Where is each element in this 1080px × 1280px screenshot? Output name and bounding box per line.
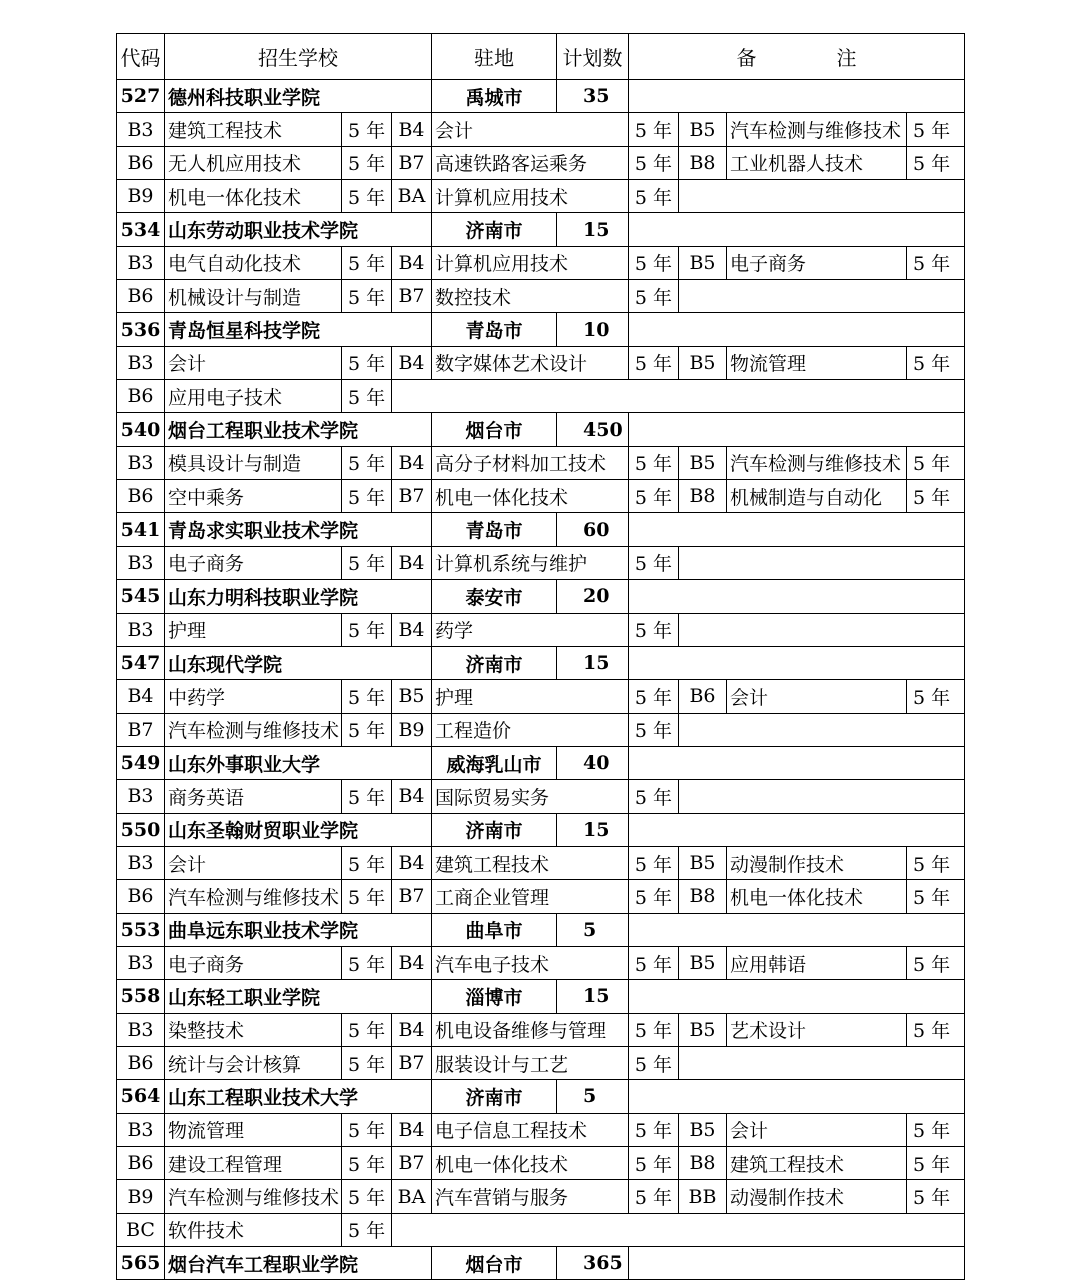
school-plan: 15 — [557, 646, 629, 679]
major-duration: 5 年 — [629, 113, 679, 146]
major-duration: 5 年 — [907, 446, 965, 479]
major-row — [117, 1013, 965, 1046]
major-name: 模具设计与制造 — [165, 446, 342, 479]
header-location: 驻地 — [432, 34, 557, 80]
major-duration: 5 年 — [629, 246, 679, 279]
major-name: 护理 — [432, 680, 629, 713]
major-code: B3 — [117, 846, 165, 879]
empty-cell — [679, 546, 965, 579]
major-name: 中药学 — [165, 680, 342, 713]
major-duration: 5 年 — [629, 480, 679, 513]
school-location: 济南市 — [432, 646, 557, 679]
major-code: BC — [117, 1213, 165, 1246]
major-code: B7 — [117, 713, 165, 746]
school-code: 547 — [117, 646, 165, 679]
major-code: B6 — [117, 380, 165, 413]
major-duration: 5 年 — [342, 680, 392, 713]
header-row — [117, 34, 965, 80]
major-code: B4 — [392, 946, 432, 979]
empty-cell — [392, 1213, 965, 1246]
school-code: 564 — [117, 1080, 165, 1113]
major-name: 建筑工程技术 — [727, 1147, 907, 1180]
school-plan: 15 — [557, 980, 629, 1013]
major-duration: 5 年 — [907, 113, 965, 146]
school-remark — [629, 813, 965, 846]
major-row — [117, 280, 965, 313]
major-duration: 5 年 — [629, 946, 679, 979]
school-remark — [629, 1247, 965, 1280]
major-row — [117, 1147, 965, 1180]
major-code: B4 — [392, 613, 432, 646]
major-duration: 5 年 — [629, 780, 679, 813]
major-row — [117, 1213, 965, 1246]
school-row — [117, 213, 965, 246]
major-code: BB — [679, 1180, 727, 1213]
major-duration: 5 年 — [907, 946, 965, 979]
school-plan: 10 — [557, 313, 629, 346]
major-code: B6 — [117, 280, 165, 313]
school-name: 烟台汽车工程职业学院 — [165, 1247, 432, 1280]
major-code: B5 — [679, 113, 727, 146]
school-row — [117, 80, 965, 113]
major-code: B6 — [117, 1147, 165, 1180]
major-name: 计算机应用技术 — [432, 180, 629, 213]
major-name: 应用电子技术 — [165, 380, 342, 413]
school-name: 山东劳动职业技术学院 — [165, 213, 432, 246]
school-plan: 20 — [557, 580, 629, 613]
major-row — [117, 180, 965, 213]
school-code: 536 — [117, 313, 165, 346]
major-duration: 5 年 — [342, 1213, 392, 1246]
major-name: 动漫制作技术 — [727, 846, 907, 879]
school-name: 德州科技职业学院 — [165, 80, 432, 113]
major-duration: 5 年 — [342, 180, 392, 213]
major-name: 工商企业管理 — [432, 880, 629, 913]
major-code: B5 — [679, 446, 727, 479]
major-code: B3 — [117, 446, 165, 479]
school-remark — [629, 213, 965, 246]
major-code: B6 — [679, 680, 727, 713]
major-duration: 5 年 — [907, 846, 965, 879]
major-name: 会计 — [432, 113, 629, 146]
school-code: 541 — [117, 513, 165, 546]
major-code: B7 — [392, 1046, 432, 1079]
major-code: B8 — [679, 1147, 727, 1180]
major-duration: 5 年 — [629, 680, 679, 713]
major-name: 电子信息工程技术 — [432, 1113, 629, 1146]
major-code: B3 — [117, 613, 165, 646]
school-row — [117, 913, 965, 946]
major-name: 高分子材料加工技术 — [432, 446, 629, 479]
major-code: B3 — [117, 1113, 165, 1146]
major-code: B8 — [679, 146, 727, 179]
school-plan: 450 — [557, 413, 629, 446]
major-code: B6 — [117, 146, 165, 179]
major-code: BA — [392, 180, 432, 213]
major-name: 汽车检测与维修技术 — [165, 1180, 342, 1213]
major-duration: 5 年 — [342, 846, 392, 879]
school-plan: 5 — [557, 913, 629, 946]
school-name: 山东工程职业技术大学 — [165, 1080, 432, 1113]
major-duration: 5 年 — [629, 1013, 679, 1046]
major-row — [117, 846, 965, 879]
major-duration: 5 年 — [342, 713, 392, 746]
school-location: 威海乳山市 — [432, 746, 557, 779]
school-location: 曲阜市 — [432, 913, 557, 946]
major-duration: 5 年 — [907, 346, 965, 379]
major-name: 汽车营销与服务 — [432, 1180, 629, 1213]
major-row — [117, 1046, 965, 1079]
major-name: 会计 — [727, 1113, 907, 1146]
major-row — [117, 613, 965, 646]
major-row — [117, 1180, 965, 1213]
major-code: B5 — [679, 1013, 727, 1046]
school-plan: 5 — [557, 1080, 629, 1113]
major-row — [117, 546, 965, 579]
major-name: 机电一体化技术 — [727, 880, 907, 913]
school-location: 烟台市 — [432, 413, 557, 446]
major-name: 会计 — [165, 846, 342, 879]
major-code: B4 — [392, 113, 432, 146]
header-plan: 计划数 — [557, 34, 629, 80]
major-duration: 5 年 — [629, 713, 679, 746]
major-duration: 5 年 — [629, 613, 679, 646]
major-duration: 5 年 — [342, 1013, 392, 1046]
major-code: B7 — [392, 1147, 432, 1180]
major-code: B6 — [117, 480, 165, 513]
major-duration: 5 年 — [342, 280, 392, 313]
school-remark — [629, 513, 965, 546]
school-remark — [629, 413, 965, 446]
header-code: 代码 — [117, 34, 165, 80]
major-row — [117, 1113, 965, 1146]
major-code: B3 — [117, 780, 165, 813]
empty-cell — [679, 780, 965, 813]
major-name: 物流管理 — [165, 1113, 342, 1146]
school-name: 山东圣翰财贸职业学院 — [165, 813, 432, 846]
major-duration: 5 年 — [907, 680, 965, 713]
major-row — [117, 346, 965, 379]
major-duration: 5 年 — [629, 1147, 679, 1180]
major-name: 工业机器人技术 — [727, 146, 907, 179]
school-row — [117, 980, 965, 1013]
major-code: B5 — [679, 346, 727, 379]
school-code: 550 — [117, 813, 165, 846]
major-name: 电子商务 — [165, 546, 342, 579]
major-name: 空中乘务 — [165, 480, 342, 513]
school-row — [117, 746, 965, 779]
major-code: B7 — [392, 480, 432, 513]
major-name: 机电一体化技术 — [432, 1147, 629, 1180]
major-duration: 5 年 — [342, 613, 392, 646]
major-name: 建筑工程技术 — [165, 113, 342, 146]
school-row — [117, 1247, 965, 1280]
school-row — [117, 513, 965, 546]
major-code: B4 — [392, 1113, 432, 1146]
major-code: B8 — [679, 880, 727, 913]
school-plan: 60 — [557, 513, 629, 546]
major-duration: 5 年 — [629, 846, 679, 879]
school-remark — [629, 646, 965, 679]
school-row — [117, 813, 965, 846]
school-code: 540 — [117, 413, 165, 446]
major-duration: 5 年 — [629, 546, 679, 579]
school-row — [117, 1080, 965, 1113]
school-location: 烟台市 — [432, 1247, 557, 1280]
empty-cell — [679, 1046, 965, 1079]
major-code: B8 — [679, 480, 727, 513]
school-name: 曲阜远东职业技术学院 — [165, 913, 432, 946]
major-duration: 5 年 — [629, 346, 679, 379]
major-row — [117, 946, 965, 979]
major-duration: 5 年 — [907, 1180, 965, 1213]
major-name: 电子商务 — [727, 246, 907, 279]
major-code: B7 — [392, 146, 432, 179]
major-duration: 5 年 — [342, 1046, 392, 1079]
school-plan: 365 — [557, 1247, 629, 1280]
major-name: 机械制造与自动化 — [727, 480, 907, 513]
school-row — [117, 580, 965, 613]
school-remark — [629, 1080, 965, 1113]
header-school: 招生学校 — [165, 34, 432, 80]
major-name: 汽车检测与维修技术 — [165, 880, 342, 913]
major-duration: 5 年 — [629, 1113, 679, 1146]
major-name: 计算机应用技术 — [432, 246, 629, 279]
major-code: B5 — [679, 1113, 727, 1146]
school-name: 青岛恒星科技学院 — [165, 313, 432, 346]
major-code: B6 — [117, 880, 165, 913]
major-duration: 5 年 — [342, 946, 392, 979]
school-remark — [629, 746, 965, 779]
major-duration: 5 年 — [342, 880, 392, 913]
major-duration: 5 年 — [342, 146, 392, 179]
empty-cell — [392, 380, 965, 413]
school-plan: 40 — [557, 746, 629, 779]
empty-cell — [679, 613, 965, 646]
major-name: 染整技术 — [165, 1013, 342, 1046]
major-name: 机电一体化技术 — [165, 180, 342, 213]
school-code: 558 — [117, 980, 165, 1013]
school-location: 济南市 — [432, 213, 557, 246]
major-row — [117, 713, 965, 746]
school-code: 553 — [117, 913, 165, 946]
major-name: 机械设计与制造 — [165, 280, 342, 313]
school-plan: 35 — [557, 80, 629, 113]
major-duration: 5 年 — [907, 146, 965, 179]
school-remark — [629, 313, 965, 346]
school-code: 549 — [117, 746, 165, 779]
school-row — [117, 313, 965, 346]
major-duration: 5 年 — [907, 1147, 965, 1180]
school-location: 青岛市 — [432, 513, 557, 546]
major-code: B5 — [392, 680, 432, 713]
school-remark — [629, 980, 965, 1013]
major-duration: 5 年 — [629, 180, 679, 213]
school-location: 禹城市 — [432, 80, 557, 113]
major-name: 汽车检测与维修技术 — [727, 113, 907, 146]
major-duration: 5 年 — [342, 1147, 392, 1180]
major-row — [117, 480, 965, 513]
school-code: 545 — [117, 580, 165, 613]
major-code: B3 — [117, 113, 165, 146]
school-code: 534 — [117, 213, 165, 246]
major-name: 计算机系统与维护 — [432, 546, 629, 579]
major-row — [117, 680, 965, 713]
major-code: B9 — [117, 180, 165, 213]
school-location: 泰安市 — [432, 580, 557, 613]
major-name: 数控技术 — [432, 280, 629, 313]
header-remark-left: 备 — [736, 46, 757, 70]
school-name: 山东轻工职业学院 — [165, 980, 432, 1013]
school-location: 淄博市 — [432, 980, 557, 1013]
major-name: 服装设计与工艺 — [432, 1046, 629, 1079]
school-location: 青岛市 — [432, 313, 557, 346]
major-duration: 5 年 — [629, 146, 679, 179]
major-duration: 5 年 — [342, 346, 392, 379]
major-duration: 5 年 — [342, 380, 392, 413]
major-name: 无人机应用技术 — [165, 146, 342, 179]
major-code: B5 — [679, 946, 727, 979]
major-row — [117, 380, 965, 413]
major-name: 动漫制作技术 — [727, 1180, 907, 1213]
major-row — [117, 446, 965, 479]
header-remark — [629, 34, 965, 80]
major-code: B5 — [679, 246, 727, 279]
major-name: 护理 — [165, 613, 342, 646]
school-code: 565 — [117, 1247, 165, 1280]
major-name: 应用韩语 — [727, 946, 907, 979]
major-duration: 5 年 — [629, 1046, 679, 1079]
school-row — [117, 646, 965, 679]
major-code: B7 — [392, 880, 432, 913]
school-code: 527 — [117, 80, 165, 113]
major-code: BA — [392, 1180, 432, 1213]
major-code: B4 — [392, 780, 432, 813]
major-duration: 5 年 — [907, 246, 965, 279]
major-code: B3 — [117, 246, 165, 279]
major-code: B3 — [117, 1013, 165, 1046]
major-code: B4 — [117, 680, 165, 713]
major-code: B6 — [117, 1046, 165, 1079]
major-duration: 5 年 — [907, 880, 965, 913]
major-code: B3 — [117, 546, 165, 579]
major-name: 机电设备维修与管理 — [432, 1013, 629, 1046]
major-code: B4 — [392, 446, 432, 479]
major-code: B5 — [679, 846, 727, 879]
major-duration: 5 年 — [342, 446, 392, 479]
major-name: 商务英语 — [165, 780, 342, 813]
school-remark — [629, 913, 965, 946]
major-duration: 5 年 — [629, 1180, 679, 1213]
major-row — [117, 780, 965, 813]
major-duration: 5 年 — [907, 480, 965, 513]
school-name: 山东力明科技职业学院 — [165, 580, 432, 613]
major-duration: 5 年 — [629, 446, 679, 479]
school-location: 济南市 — [432, 1080, 557, 1113]
school-plan: 15 — [557, 213, 629, 246]
empty-cell — [679, 713, 965, 746]
major-name: 会计 — [727, 680, 907, 713]
major-name: 药学 — [432, 613, 629, 646]
major-code: B9 — [117, 1180, 165, 1213]
major-code: B4 — [392, 846, 432, 879]
major-code: B7 — [392, 280, 432, 313]
major-duration: 5 年 — [629, 880, 679, 913]
major-name: 艺术设计 — [727, 1013, 907, 1046]
major-name: 汽车检测与维修技术 — [165, 713, 342, 746]
major-row — [117, 146, 965, 179]
major-duration: 5 年 — [342, 546, 392, 579]
major-duration: 5 年 — [629, 280, 679, 313]
major-name: 高速铁路客运乘务 — [432, 146, 629, 179]
major-row — [117, 880, 965, 913]
major-name: 国际贸易实务 — [432, 780, 629, 813]
major-name: 汽车电子技术 — [432, 946, 629, 979]
major-name: 汽车检测与维修技术 — [727, 446, 907, 479]
school-name: 山东外事职业大学 — [165, 746, 432, 779]
school-name: 烟台工程职业技术学院 — [165, 413, 432, 446]
major-code: B4 — [392, 346, 432, 379]
major-duration: 5 年 — [342, 780, 392, 813]
empty-cell — [679, 180, 965, 213]
school-name: 山东现代学院 — [165, 646, 432, 679]
major-name: 物流管理 — [727, 346, 907, 379]
school-plan: 15 — [557, 813, 629, 846]
major-name: 建筑工程技术 — [432, 846, 629, 879]
major-name: 机电一体化技术 — [432, 480, 629, 513]
major-duration: 5 年 — [907, 1113, 965, 1146]
school-row — [117, 413, 965, 446]
empty-cell — [679, 280, 965, 313]
major-code: B3 — [117, 946, 165, 979]
major-name: 建设工程管理 — [165, 1147, 342, 1180]
school-name: 青岛求实职业技术学院 — [165, 513, 432, 546]
major-name: 会计 — [165, 346, 342, 379]
school-location: 济南市 — [432, 813, 557, 846]
major-name: 软件技术 — [165, 1213, 342, 1246]
school-remark — [629, 580, 965, 613]
major-name: 统计与会计核算 — [165, 1046, 342, 1079]
major-code: B4 — [392, 1013, 432, 1046]
major-duration: 5 年 — [907, 1013, 965, 1046]
major-name: 电子商务 — [165, 946, 342, 979]
major-duration: 5 年 — [342, 246, 392, 279]
major-row — [117, 246, 965, 279]
major-duration: 5 年 — [342, 480, 392, 513]
school-remark — [629, 80, 965, 113]
major-code: B9 — [392, 713, 432, 746]
major-code: B3 — [117, 346, 165, 379]
major-name: 电气自动化技术 — [165, 246, 342, 279]
enrollment-table — [116, 33, 965, 1280]
major-name: 数字媒体艺术设计 — [432, 346, 629, 379]
major-name: 工程造价 — [432, 713, 629, 746]
major-duration: 5 年 — [342, 1180, 392, 1213]
major-duration: 5 年 — [342, 1113, 392, 1146]
major-duration: 5 年 — [342, 113, 392, 146]
major-row — [117, 113, 965, 146]
major-code: B4 — [392, 546, 432, 579]
header-remark-right: 注 — [836, 46, 857, 70]
major-code: B4 — [392, 246, 432, 279]
